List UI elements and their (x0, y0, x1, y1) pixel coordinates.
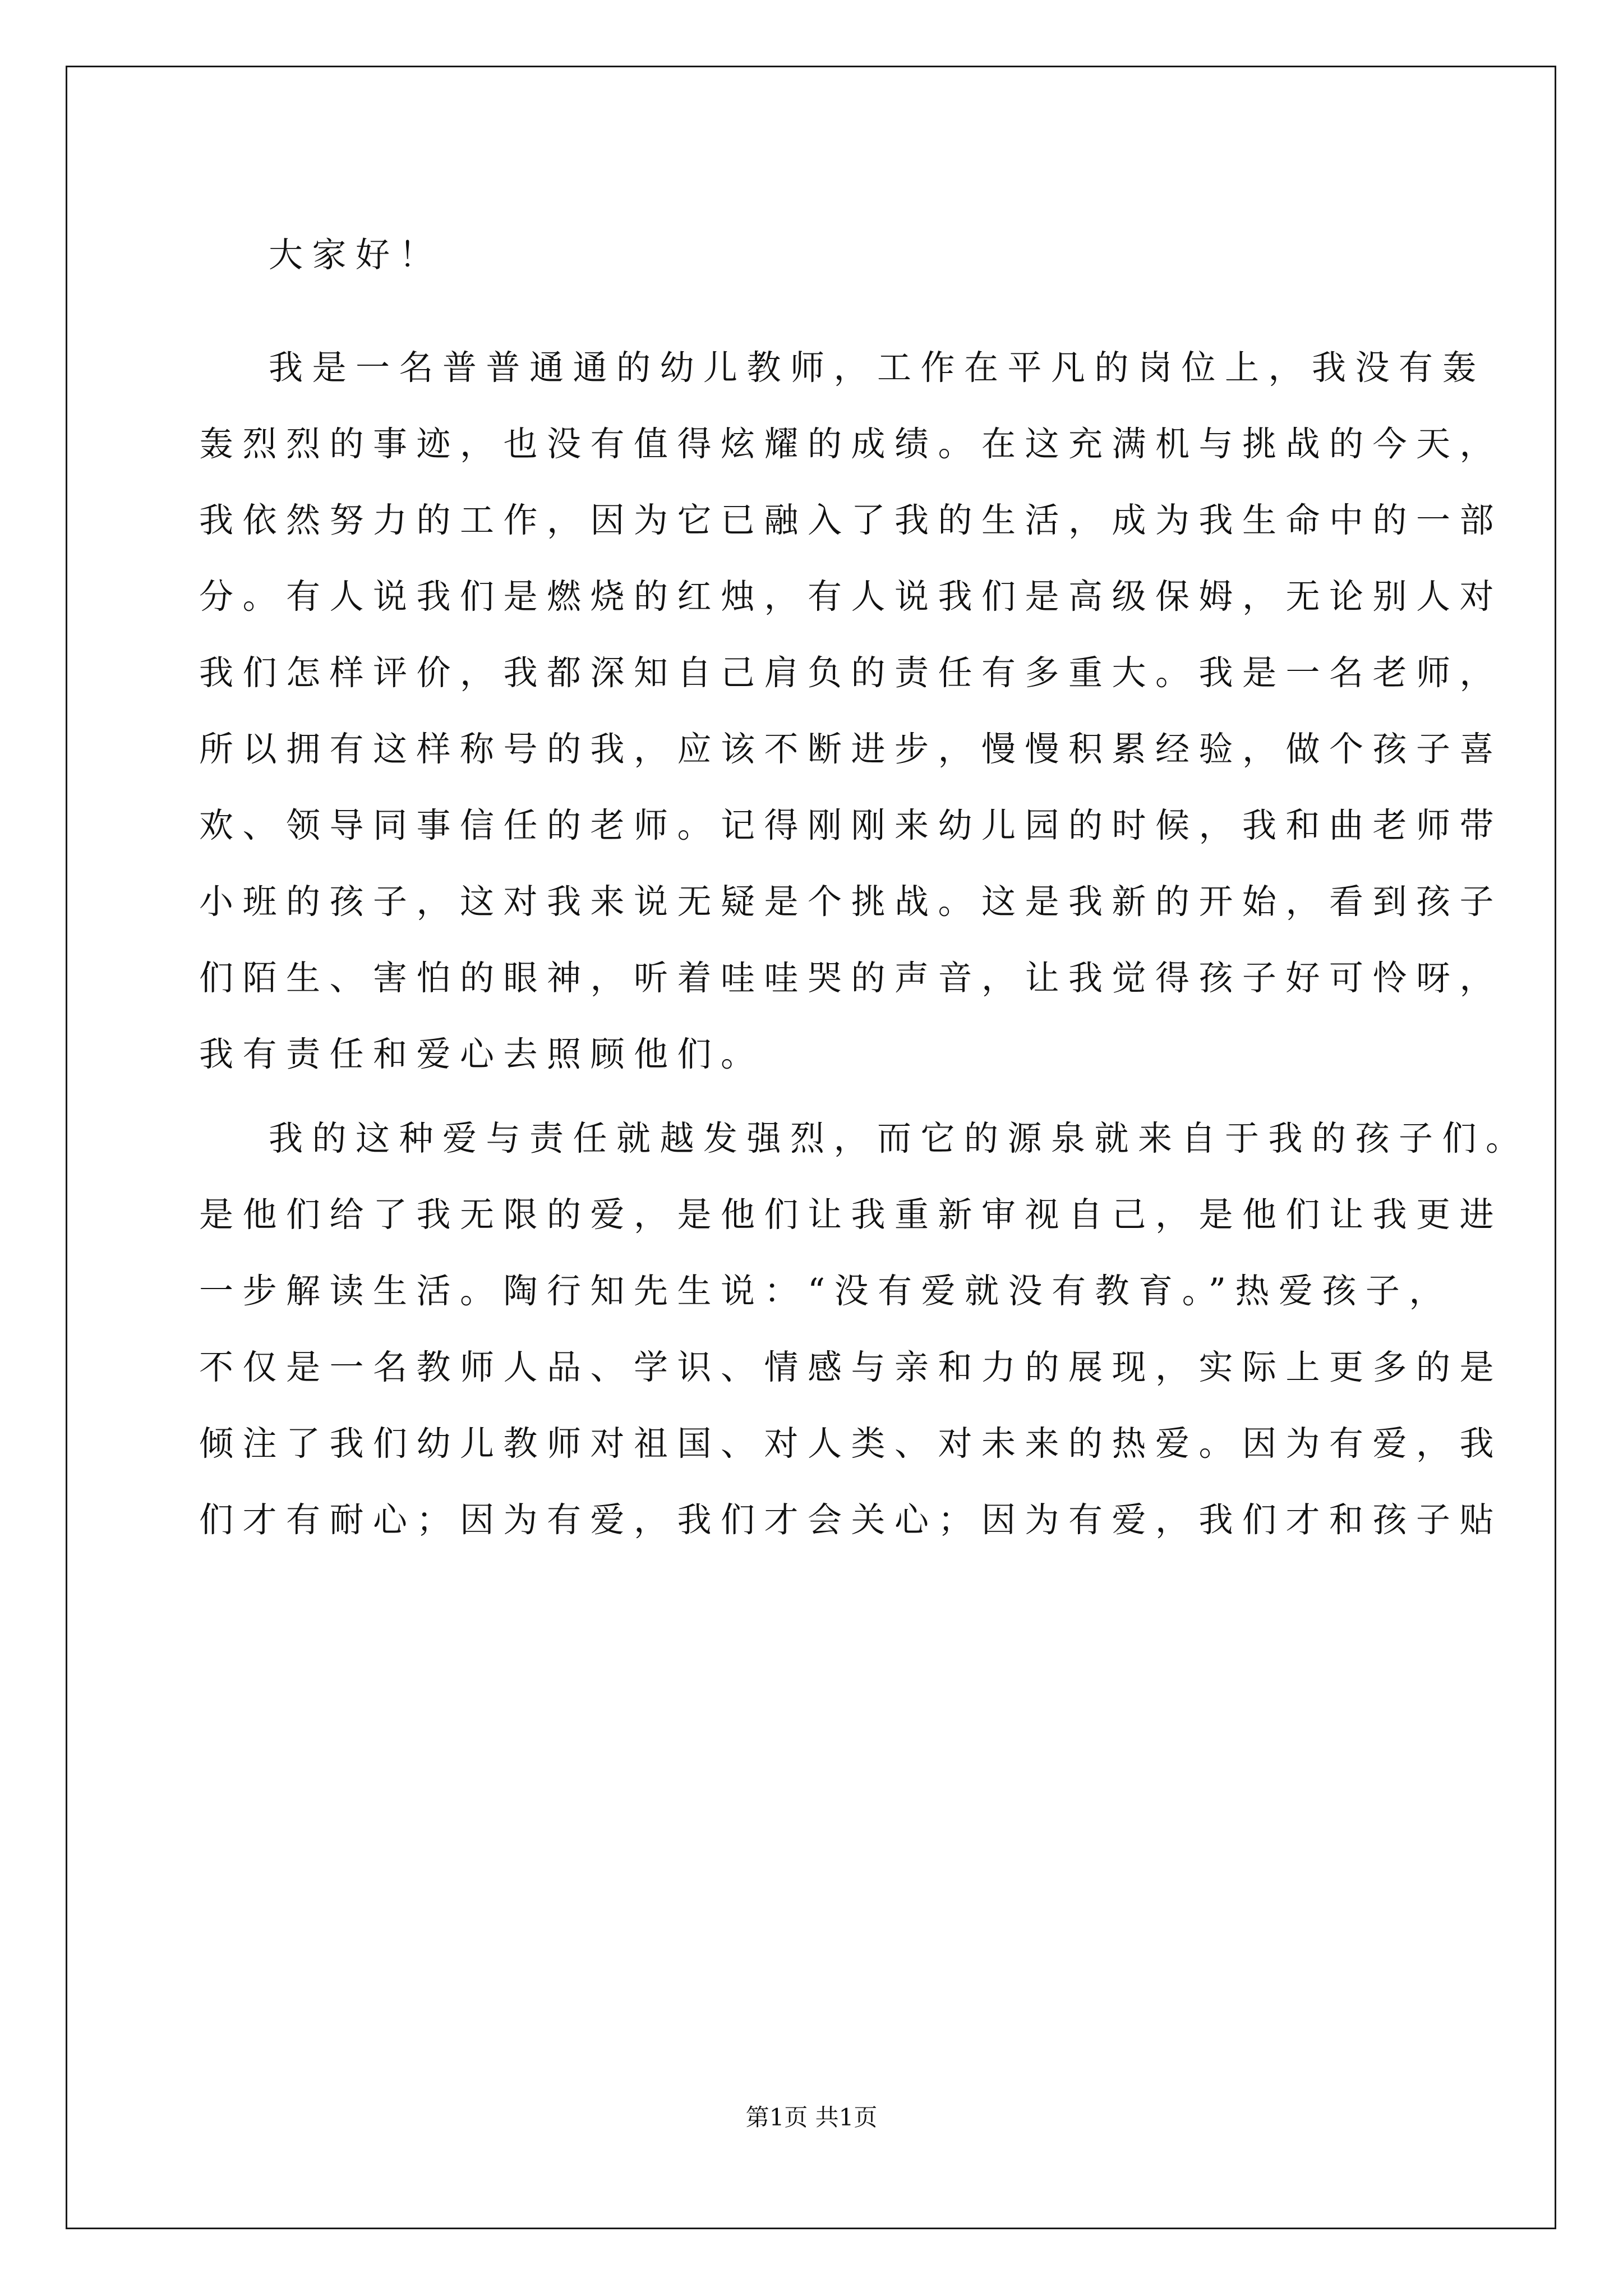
greeting-line: 大家好！ (269, 235, 443, 275)
page-footer: 第1页 共1页 (745, 2104, 878, 2131)
paragraph-2-line-5: 倾注了我们幼儿教师对祖国、对人类、对未来的热爱。因为有爱，我 (199, 1424, 1504, 1464)
paragraph-2-line-2: 是他们给了我无限的爱，是他们让我重新审视自己，是他们让我更进 (199, 1195, 1504, 1235)
paragraph-1-line-3: 我依然努力的工作，因为它已融入了我的生活，成为我生命中的一部 (199, 500, 1504, 540)
paragraph-1-line-6: 所以拥有这样称号的我，应该不断进步，慢慢积累经验，做个孩子喜 (199, 729, 1504, 769)
paragraph-1-line-7: 欢、领导同事信任的老师。记得刚刚来幼儿园的时候，我和曲老师带 (199, 806, 1504, 845)
paragraph-1-line-9: 们陌生、害怕的眼神，听着哇哇哭的声音，让我觉得孩子好可怜呀， (199, 958, 1504, 998)
paragraph-1-line-4: 分。有人说我们是燃烧的红烛，有人说我们是高级保姆，无论别人对 (199, 577, 1504, 616)
paragraph-1-line-10: 我有责任和爱心去照顾他们。 (199, 1034, 764, 1074)
paragraph-2-line-1: 我的这种爱与责任就越发强烈，而它的源泉就来自于我的孩子们。 (269, 1119, 1529, 1158)
paragraph-2-line-4: 不仅是一名教师人品、学识、情感与亲和力的展现，实际上更多的是 (199, 1347, 1504, 1387)
paragraph-2-line-3: 一步解读生活。陶行知先生说：“没有爱就没有教育。”热爱孩子， (199, 1271, 1453, 1311)
paragraph-1-line-2: 轰烈烈的事迹，也没有值得炫耀的成绩。在这充满机与挑战的今天， (199, 424, 1504, 464)
paragraph-1-line-5: 我们怎样评价，我都深知自己肩负的责任有多重大。我是一名老师， (199, 653, 1504, 693)
paragraph-1-line-8: 小班的孩子，这对我来说无疑是个挑战。这是我新的开始，看到孩子 (199, 882, 1504, 922)
paragraph-1-line-1: 我是一名普普通通的幼儿教师，工作在平凡的岗位上，我没有轰 (269, 348, 1486, 388)
paragraph-2-line-6: 们才有耐心；因为有爱，我们才会关心；因为有爱，我们才和孩子贴 (199, 1500, 1504, 1540)
